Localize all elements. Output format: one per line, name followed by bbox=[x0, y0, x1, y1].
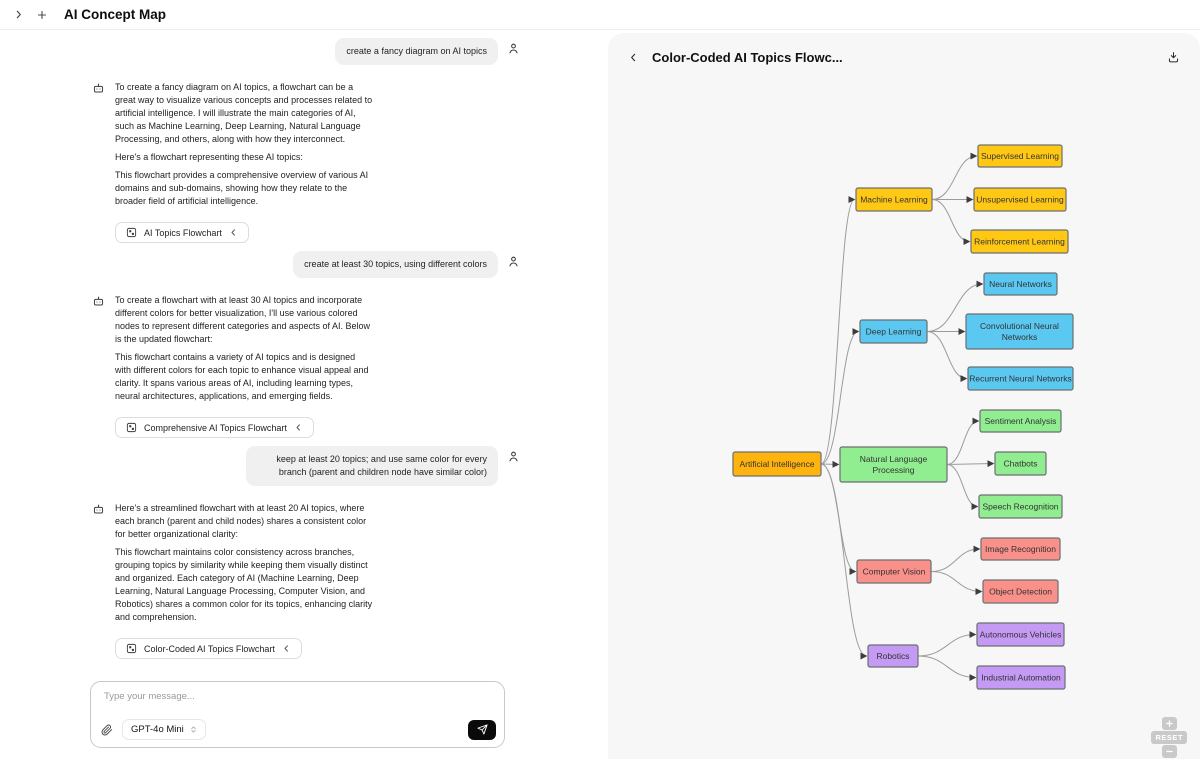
assistant-paragraph: This flowchart provides a comprehensive overview of various AI domains and sub-domains, showing how they relate to the broader field of artificial intelligence. bbox=[115, 170, 369, 206]
user-message-row bbox=[0, 446, 608, 486]
reset-view-button[interactable]: RESET bbox=[1151, 731, 1187, 744]
assistant-avatar bbox=[92, 82, 105, 95]
user-avatar bbox=[507, 255, 520, 268]
svg-text:Unsupervised Learning: Unsupervised Learning bbox=[976, 194, 1064, 205]
chevron-left-icon bbox=[294, 423, 303, 432]
model-label: GPT-4o Mini bbox=[131, 724, 184, 735]
svg-text:Supervised Learning: Supervised Learning bbox=[981, 151, 1059, 161]
flow-node-ul[interactable] bbox=[974, 188, 1066, 211]
artifact-panel-header bbox=[608, 33, 1200, 81]
robot-icon bbox=[92, 295, 105, 308]
flow-node-sa[interactable] bbox=[980, 410, 1061, 432]
plus-icon bbox=[36, 9, 48, 21]
flow-node-cnn[interactable] bbox=[966, 314, 1073, 349]
chevron-left-icon bbox=[628, 52, 639, 63]
svg-text:Natural LanguageProcessing: Natural Language Processing bbox=[859, 454, 928, 475]
svg-text:Object Detection: Object Detection bbox=[989, 586, 1052, 597]
assistant-message-row bbox=[0, 294, 608, 438]
send-button[interactable] bbox=[468, 720, 496, 740]
assistant-message-body bbox=[115, 502, 373, 659]
assistant-message-row bbox=[0, 502, 608, 659]
user-message-row bbox=[0, 38, 608, 65]
assistant-avatar bbox=[92, 295, 105, 308]
flow-node-od[interactable] bbox=[983, 580, 1058, 603]
svg-text:Recurrent Neural Networks: Recurrent Neural Networks bbox=[969, 373, 1072, 384]
assistant-paragraph: To create a fancy diagram on AI topics, a flowchart can be a great way to visualize various concepts and processes related to artificial intelligence. I will illustrate the main categories of AI, such as Machine Learning, Deep Learning, Natural Language Processing, and others, along with how they interconnect. bbox=[115, 82, 373, 144]
message-input[interactable] bbox=[104, 691, 491, 702]
model-selector[interactable] bbox=[122, 719, 206, 740]
svg-text:Speech Recognition: Speech Recognition bbox=[982, 501, 1059, 512]
flow-node-nlp[interactable] bbox=[840, 447, 947, 482]
user-message-bubble: create at least 30 topics, using different colors bbox=[293, 251, 498, 278]
plus-icon bbox=[1165, 719, 1174, 728]
diagram-icon bbox=[126, 643, 137, 654]
assistant-paragraph: Here's a streamlined flowchart with at least 20 AI topics, where each branch (parent and child nodes) shares a consistent color for better organizational clarity: bbox=[115, 503, 367, 539]
svg-text:Artificial Intelligence: Artificial Intelligence bbox=[739, 459, 815, 469]
flow-edge bbox=[931, 572, 982, 592]
person-icon bbox=[507, 42, 520, 55]
flow-edge bbox=[918, 656, 976, 678]
flow-node-ia[interactable] bbox=[977, 666, 1065, 689]
flowchart-canvas[interactable] bbox=[608, 33, 1200, 759]
assistant-message-body bbox=[115, 81, 373, 243]
svg-text:Chatbots: Chatbots bbox=[1003, 458, 1038, 469]
flow-edge bbox=[931, 549, 980, 572]
download-button[interactable] bbox=[1167, 51, 1180, 64]
flow-node-cb[interactable] bbox=[995, 452, 1046, 475]
svg-text:Machine Learning: Machine Learning bbox=[860, 194, 928, 205]
flow-node-dl[interactable] bbox=[860, 320, 927, 343]
zoom-controls bbox=[1151, 717, 1187, 758]
page-title: AI Concept Map bbox=[64, 7, 167, 22]
minus-icon bbox=[1165, 747, 1174, 756]
user-message-bubble: keep at least 20 topics; and use same color for every branch (parent and children node have similar color) bbox=[246, 446, 498, 486]
assistant-paragraph: To create a flowchart with at least 30 AI topics and incorporate different colors for better visualization, I'll use various colored nodes to represent different categories and aspects of AI. Below is the updated flowchart: bbox=[115, 295, 370, 344]
chat-panel bbox=[0, 30, 608, 759]
flow-node-rnn[interactable] bbox=[968, 367, 1073, 390]
artifact-chip-label: Color-Coded AI Topics Flowchart bbox=[144, 643, 275, 654]
artifact-chip[interactable] bbox=[115, 417, 314, 438]
robot-icon bbox=[92, 82, 105, 95]
svg-text:Autonomous Vehicles: Autonomous Vehicles bbox=[979, 629, 1062, 640]
assistant-message-body bbox=[115, 294, 373, 438]
svg-text:Neural Networks: Neural Networks bbox=[989, 279, 1052, 289]
svg-text:Sentiment Analysis: Sentiment Analysis bbox=[984, 416, 1057, 426]
chevron-right-icon bbox=[13, 9, 24, 20]
flow-edge bbox=[821, 200, 855, 465]
robot-icon bbox=[92, 503, 105, 516]
flow-node-ir[interactable] bbox=[981, 538, 1060, 560]
flow-node-rb[interactable] bbox=[868, 645, 918, 667]
flow-node-sr[interactable] bbox=[979, 495, 1062, 518]
flow-edge bbox=[947, 465, 978, 507]
assistant-avatar bbox=[92, 503, 105, 516]
chevron-left-icon bbox=[282, 644, 291, 653]
user-message-bubble: create a fancy diagram on AI topics bbox=[335, 38, 498, 65]
svg-text:Convolutional NeuralNetworks: Convolutional Neural Networks bbox=[980, 321, 1059, 342]
flow-node-ml[interactable] bbox=[856, 188, 932, 211]
diagram-icon bbox=[126, 422, 137, 433]
svg-text:Robotics: Robotics bbox=[876, 651, 910, 661]
artifact-title: Color-Coded AI Topics Flowc... bbox=[652, 49, 843, 65]
person-icon bbox=[507, 255, 520, 268]
app-header bbox=[0, 0, 1200, 30]
flow-edge bbox=[918, 635, 976, 657]
flow-node-av[interactable] bbox=[977, 623, 1064, 646]
flow-node-cv[interactable] bbox=[857, 560, 931, 583]
composer-toolbar bbox=[101, 719, 496, 740]
artifact-chip-label: AI Topics Flowchart bbox=[144, 227, 222, 238]
svg-text:Deep Learning: Deep Learning bbox=[865, 326, 922, 337]
zoom-in-button[interactable] bbox=[1162, 717, 1177, 730]
paperclip-icon bbox=[101, 724, 113, 736]
assistant-paragraph: This flowchart maintains color consistency across branches, grouping topics by similarity while keeping them visually distinct and organized. Each category of AI (Machine Learning, Deep Learning, Natural Language Processing, Computer Vision, and Robotics) shares a common color for its topics, enhancing clarity and comprehension. bbox=[115, 547, 373, 622]
flow-edge bbox=[927, 332, 967, 379]
user-avatar bbox=[507, 42, 520, 55]
chevron-left-icon bbox=[229, 228, 238, 237]
user-message-row bbox=[0, 251, 608, 278]
artifact-chip[interactable] bbox=[115, 638, 302, 659]
artifact-chip[interactable] bbox=[115, 222, 249, 243]
message-list bbox=[0, 30, 608, 677]
back-button[interactable] bbox=[628, 52, 639, 63]
sidebar-toggle-button[interactable] bbox=[6, 3, 30, 27]
assistant-message-row bbox=[0, 81, 608, 243]
assistant-paragraph: This flowchart contains a variety of AI topics and is designed with different colors for each topic to enhance visual appeal and clarity. It spans various areas of AI, including learning types, neural architectures, applications, and emerging fields. bbox=[115, 352, 369, 401]
diagram-icon bbox=[126, 227, 137, 238]
send-icon bbox=[477, 724, 488, 735]
download-icon bbox=[1167, 51, 1180, 64]
svg-text:Image Recognition: Image Recognition bbox=[985, 544, 1056, 554]
svg-text:Reinforcement Learning: Reinforcement Learning bbox=[974, 236, 1065, 247]
flow-node-sl[interactable] bbox=[978, 145, 1062, 167]
flow-edge bbox=[821, 332, 859, 465]
svg-text:Computer Vision: Computer Vision bbox=[862, 566, 926, 577]
attach-button[interactable] bbox=[101, 724, 113, 736]
flow-node-nn[interactable] bbox=[984, 273, 1057, 295]
user-avatar bbox=[507, 450, 520, 463]
flow-node-ai[interactable] bbox=[733, 452, 821, 476]
new-chat-button[interactable] bbox=[30, 3, 54, 27]
svg-text:Industrial Automation: Industrial Automation bbox=[981, 672, 1061, 683]
artifact-panel bbox=[608, 33, 1200, 759]
person-icon bbox=[507, 450, 520, 463]
assistant-paragraph: Here's a flowchart representing these AI topics: bbox=[115, 152, 303, 162]
flow-edge bbox=[932, 200, 970, 242]
flow-edge bbox=[932, 156, 977, 200]
composer bbox=[90, 681, 505, 748]
flow-edge bbox=[947, 464, 994, 465]
artifact-chip-label: Comprehensive AI Topics Flowchart bbox=[144, 422, 287, 433]
select-caret-icon bbox=[190, 725, 197, 734]
zoom-out-button[interactable] bbox=[1162, 745, 1177, 758]
flow-edge bbox=[947, 421, 979, 465]
flow-node-rl[interactable] bbox=[971, 230, 1068, 253]
